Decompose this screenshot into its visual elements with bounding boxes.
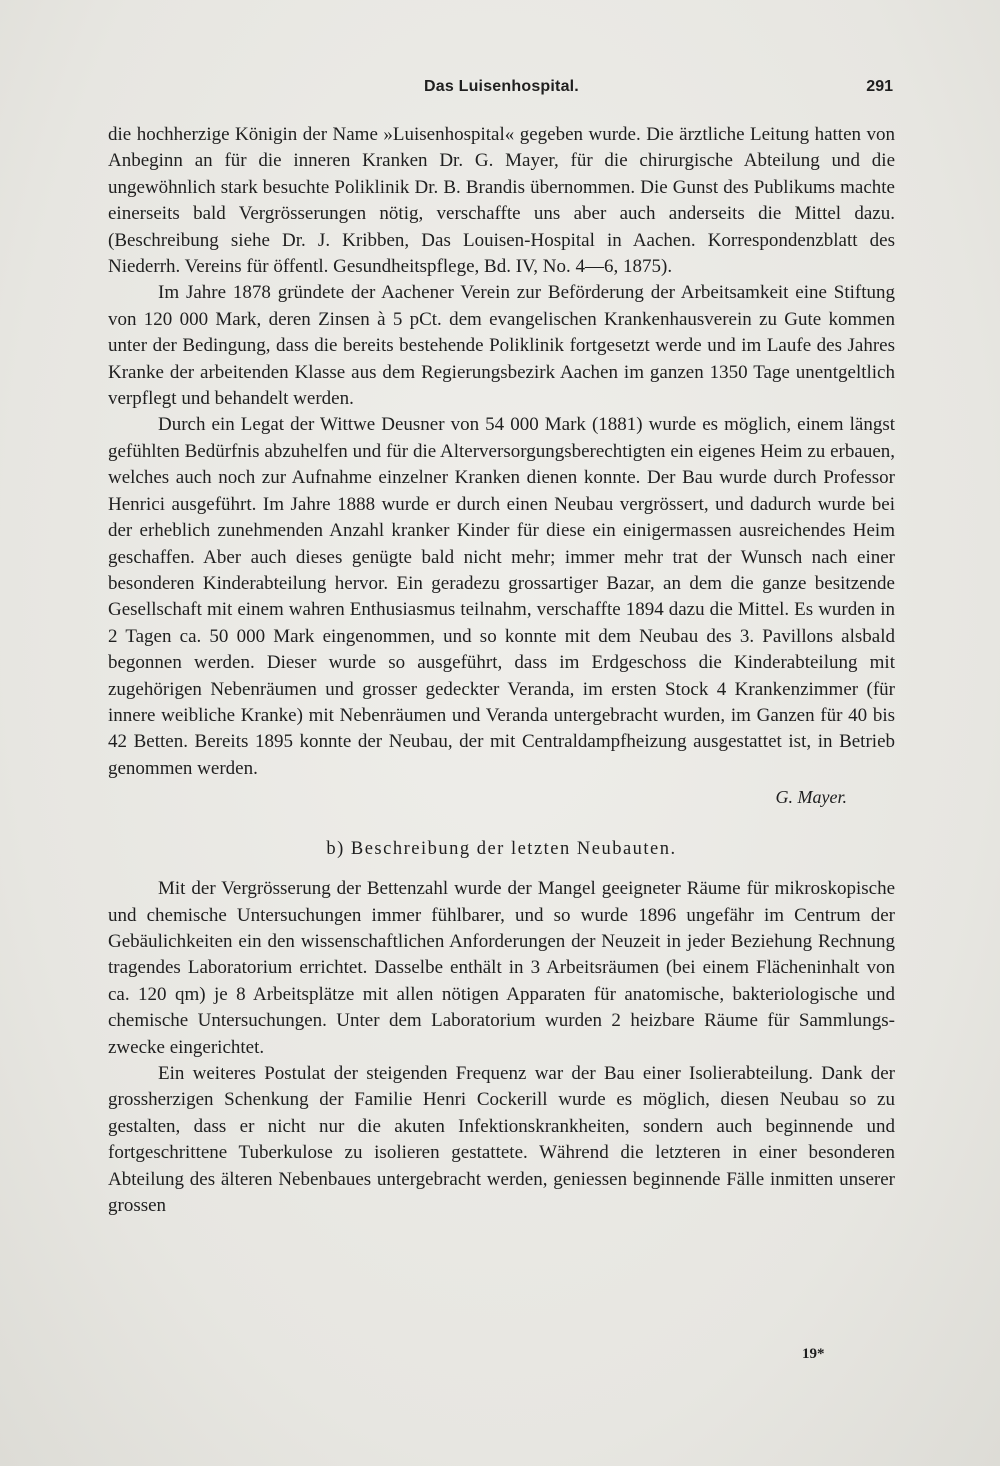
section-heading: b) Beschreibung der letzten Neubauten. — [326, 839, 677, 860]
signature-mark: 19* — [802, 1346, 825, 1362]
paragraph-2: Im Jahre 1878 gründete der Aachener Verein zur Beförderung der Arbeitsamkeit eine Stiftung von 120 000 Mark, deren Zinsen à 5 pCt. dem evangelischen Krankenhausverein zu Gute kommen unter der Bedingung, dass die bereits bestehende Poliklinik fortgesetzt werde und im Laufe des Jahres Kranke der arbeitenden Klasse aus dem Regierungsbezirk Aachen im ganzen 1350 Tage unentgeltlich verpflegt und behandelt werden. — [108, 282, 895, 410]
paragraph-5: Ein weiteres Postulat der steigenden Frequenz war der Bau einer Isolierabteilung. Dank der grossherzigen Schenkung der Familie Henri Cockerill wurde es möglich, diesen Neubau so zu gestalten, dass er nicht nur die akuten Infektionskrankheiten, sondern auch beginnende und fortgeschrittene Tuberkulose zu isolieren gestattete. Während die letzteren in einer besonderen Abteilung des älteren Nebenbaues untergebracht werden, geniessen beginnende Fälle inmitten unserer grossen — [108, 1063, 895, 1217]
page-header — [108, 78, 895, 104]
author-signature: G. Mayer. — [775, 787, 847, 808]
paragraph-4: Mit der Vergrösserung der Bettenzahl wurde der Mangel geeigneter Räume für mikroskopische und chemische Untersuchungen immer fühlbarer, und so wurde 1896 ungefähr im Centrum der Gebäulichkeiten ein den wissenschaftlichen Anforderungen der Neuzeit in jeder Beziehung Rechnung tragendes Laboratorium errichtet. Dasselbe enthält in 3 Arbeitsräumen (bei einem Flächeninhalt von ca. 120 qm) je 8 Arbeitsplätze mit allen nötigen Apparaten für anatomische, bakteriologische und chemische Untersuchungen. Unter dem Laboratorium wurden 2 heizbare Räume für Sammlungszwecke eingerichtet. — [108, 878, 895, 1058]
paragraph-3: Durch ein Legat der Wittwe Deusner von 54 000 Mark (1881) wurde es möglich, einem längst gefühlten Bedürfnis abzuhelfen und für die Alterversorgungsberechtigten ein eigenes Heim zu erbauen, welches auch noch zur Aufnahme einzelner Kranken dienen konnte. Der Bau wurde durch Professor Henrici ausgeführt. Im Jahre 1888 wurde er durch einen Neubau vergrössert, und dadurch wurde bei der erheblich zunehmenden Anzahl kranker Kinder für diese ein einigermassen ausreichendes Heim geschaffen. Aber auch dieses genügte bald nicht mehr; immer mehr trat der Wunsch nach einer besonderen Kinderabteilung hervor. Ein geradezu grossartiger Bazar, an dem die ganze besitzende Gesellschaft mit einem wahren Enthusiasmus teilnahm, verschaffte 1894 dazu die Mittel. Es wurden in 2 Tagen ca. 50 000 Mark eingenommen, und so konnte mit dem Neubau des 3. Pavillons alsbald begonnen werden. Dieser wurde so ausgeführt, dass im Erdgeschoss die Kinderabteilung mit zugehörigen Nebenräumen und grosser gedeckter Veranda, im ersten Stock 4 Krankenzimmer (für innere weibliche Kranke) mit Nebenräumen und Veranda untergebracht wurden, im Ganzen für 40 bis 42 Betten. Bereits 1895 konnte der Neubau, der mit Centraldampfheizung ausgestattet ist, in Betrieb genommen werden. — [108, 414, 895, 779]
page-number: 291 — [866, 78, 893, 95]
running-head: Das Luisenhospital. — [424, 78, 579, 95]
paragraph-1: die hochherzige Königin der Name »Luisenhospital« gegeben wurde. Die ärztliche Leitung hatten von Anbeginn an für die inneren Kranken Dr. G. Mayer, für die chirurgische Abteilung und die ungewöhnlich stark besuchte Poliklinik Dr. B. Brandis übernommen. Die Gunst des Publikums machte einerseits bald Vergrösserungen nötig, verschaffte uns aber auch anderseits die Mittel dazu. (Beschreibung siehe Dr. J. Kribben, Das Louisen-Hospital in Aachen. Korrespondenzblatt des Niederrh. Vereins für öffentl. Gesundheitspflege, Bd. IV, No. 4—6, 1875). — [108, 124, 895, 278]
page-body — [108, 122, 895, 1219]
